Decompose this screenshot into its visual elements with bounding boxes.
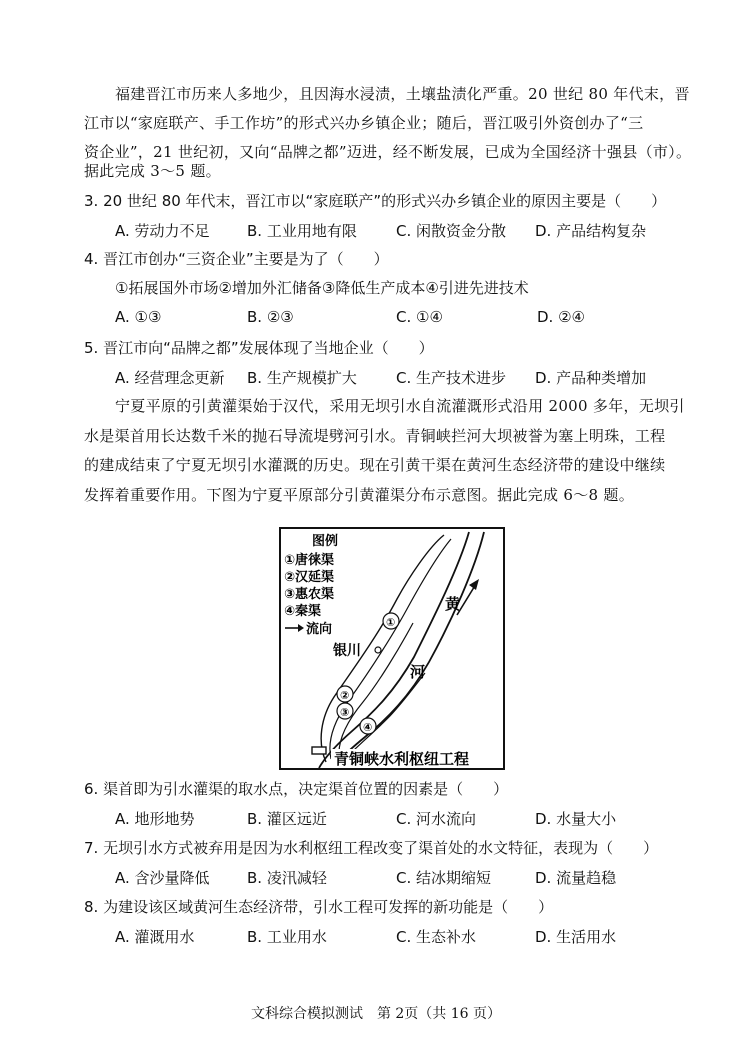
passage-line: 宁夏平原的引黄灌渠始于汉代，采用无坝引水自流灌溉形式沿用 2000 多年，无坝引 <box>115 397 685 415</box>
q6-option-c[interactable]: C. 河水流向 <box>396 810 477 828</box>
q6-option-d[interactable]: D. 水量大小 <box>535 810 617 828</box>
question-8-options <box>0 926 752 946</box>
q7-option-c[interactable]: C. 结冰期缩短 <box>396 869 492 887</box>
canal-mark-1: ① <box>386 616 396 629</box>
legend-item-qin: ④秦渠 <box>284 604 322 619</box>
q8-option-d[interactable]: D. 生活用水 <box>535 928 617 946</box>
question-6-options <box>0 808 752 828</box>
q7-option-d[interactable]: D. 流量趋稳 <box>535 869 617 887</box>
q4-option-c[interactable]: C. ①④ <box>396 308 443 326</box>
q3-option-b[interactable]: B. 工业用地有限 <box>247 222 357 240</box>
question-7-stem: 7. 无坝引水方式被弃用是因为水利枢纽工程改变了渠首处的水文特征，表现为（ ） <box>84 839 659 857</box>
q8-option-b[interactable]: B. 工业用水 <box>247 928 327 946</box>
q8-option-c[interactable]: C. 生态补水 <box>396 928 477 946</box>
q5-option-d[interactable]: D. 产品种类增加 <box>535 369 647 387</box>
dam-structure <box>312 747 326 754</box>
passage-line: 的建成结束了宁夏无坝引水灌溉的历史。现在引黄干渠在黄河生态经济带的建设中继续 <box>84 456 666 474</box>
passage-line: 据此完成 3～5 题。 <box>84 162 221 180</box>
question-3-options <box>0 220 752 240</box>
question-5-stem: 5. 晋江市向“品牌之都”发展体现了当地企业（ ） <box>84 339 434 357</box>
page-footer: 文科综合模拟测试 第 2页（共 16 页） <box>250 1006 502 1022</box>
legend-item-huinong: ③惠农渠 <box>284 587 335 602</box>
q3-option-a[interactable]: A. 劳动力不足 <box>115 222 210 240</box>
city-label-yinchuan: 银川 <box>333 643 361 659</box>
q7-option-b[interactable]: B. 凌汛减轻 <box>247 869 327 887</box>
canal-mark-2: ② <box>340 689 350 702</box>
canal-map-figure <box>279 527 505 770</box>
question-6-stem: 6. 渠首即为引水灌渠的取水点，决定渠首位置的因素是（ ） <box>84 780 509 798</box>
question-4-stem: 4. 晋江市创办“三资企业”主要是为了（ ） <box>84 250 389 268</box>
legend-item-tanglai: ①唐徕渠 <box>284 553 335 568</box>
q3-option-c[interactable]: C. 闲散资金分散 <box>396 222 507 240</box>
q4-option-a[interactable]: A. ①③ <box>115 308 162 326</box>
q4-option-d[interactable]: D. ②④ <box>537 308 585 326</box>
canal-mark-4: ④ <box>363 721 373 734</box>
river-label-he: 河 <box>410 663 426 681</box>
question-3-stem: 3. 20 世纪 80 年代末，晋江市以“家庭联产”的形式兴办乡镇企业的原因主要是（ ） <box>84 192 667 210</box>
question-4-options <box>0 308 752 328</box>
passage-line: 福建晋江市历来人多地少，且因海水浸渍，土壤盐渍化严重。20 世纪 80 年代末，晋 <box>115 85 690 103</box>
passage-line: 江市以“家庭联产、手工作坊”的形式兴办乡镇企业；随后，晋江吸引外资创办了“三 <box>84 114 644 132</box>
q3-option-d[interactable]: D. 产品结构复杂 <box>535 222 647 240</box>
question-7-options <box>0 867 752 887</box>
legend-item-flow: 流向 <box>306 622 333 637</box>
question-4-items: ①拓展国外市场②增加外汇储备③降低生产成本④引进先进技术 <box>115 279 529 297</box>
river-label-huang: 黄 <box>445 595 461 613</box>
legend-title: 图例 <box>312 534 339 549</box>
q5-option-b[interactable]: B. 生产规模扩大 <box>247 369 357 387</box>
passage-line: 资企业”，21 世纪初，又向“品牌之都”迈进，经不断发展，已成为全国经济十强县（市）。 <box>84 143 692 161</box>
question-5-options <box>0 367 752 387</box>
city-marker <box>375 647 381 653</box>
q5-option-c[interactable]: C. 生产技术进步 <box>396 369 507 387</box>
q4-option-b[interactable]: B. ②③ <box>247 308 294 326</box>
q5-option-a[interactable]: A. 经营理念更新 <box>115 369 225 387</box>
legend-item-hanyan: ②汉延渠 <box>284 570 335 585</box>
dam-label: 青铜峡水利枢纽工程 <box>334 750 470 768</box>
q6-option-a[interactable]: A. 地形地势 <box>115 810 195 828</box>
passage-line: 发挥着重要作用。下图为宁夏平原部分引黄灌渠分布示意图。据此完成 6～8 题。 <box>84 486 635 504</box>
passage-line: 水是渠首用长达数千米的抛石导流堤劈河引水。青铜峡拦河大坝被誉为塞上明珠，工程 <box>84 427 666 445</box>
canal-mark-3: ③ <box>340 706 350 719</box>
question-8-stem: 8. 为建设该区域黄河生态经济带，引水工程可发挥的新功能是（ ） <box>84 898 554 916</box>
q8-option-a[interactable]: A. 灌溉用水 <box>115 928 195 946</box>
q6-option-b[interactable]: B. 灌区远近 <box>247 810 327 828</box>
q7-option-a[interactable]: A. 含沙量降低 <box>115 869 210 887</box>
